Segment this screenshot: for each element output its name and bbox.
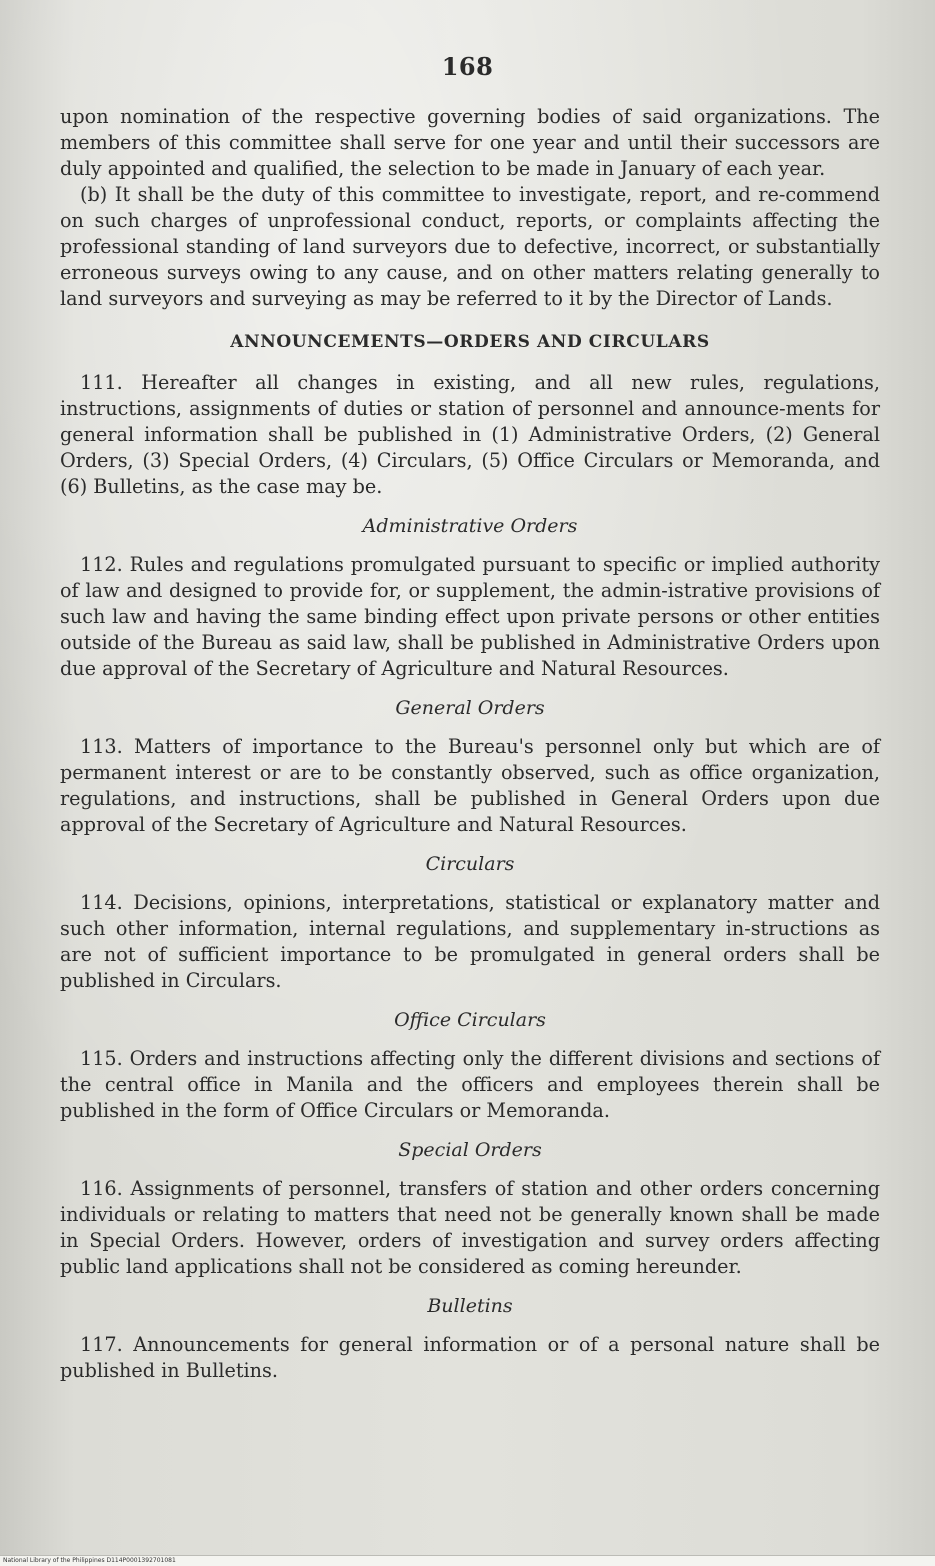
subheading-office-circulars: Office Circulars <box>394 1009 546 1031</box>
paragraph-111: 111. Hereafter all changes in existing, and all new rules, regulations, instructions, assignments of duties or station of personnel and announce-ments for general information shall be published in (1) Administrative Orders, (2) General Orders, (3) Special Orders, (4) Circulars, (5) Office Circulars or Memoranda, and (6) Bulletins, as the case may be. <box>60 371 880 498</box>
section-heading: ANNOUNCEMENTS—ORDERS AND CIRCULARS <box>230 332 710 352</box>
subheading-general-orders: General Orders <box>395 697 545 719</box>
subheading-special-orders: Special Orders <box>398 1139 542 1161</box>
paragraph-114: 114. Decisions, opinions, interpretations, statistical or explanatory matter and such other information, internal regulations, and supplementary in-structions as are not of sufficient importance to be promulgated in general orders shall be published in Circulars. <box>60 891 880 992</box>
subheading-administrative-orders: Administrative Orders <box>362 515 578 537</box>
page-body <box>60 104 880 1384</box>
subheading-bulletins: Bulletins <box>427 1295 513 1317</box>
paragraph-committee-duty: (b) It shall be the duty of this committee to investigate, report, and re-commend on such charges of unprofessional conduct, reports, or complaints affecting the professional standing of land surveyors due to defective, incorrect, or substantially erroneous surveys owing to any cause, and on other matters relating generally to land surveyors and surveying as may be referred to it by the Director of Lands. <box>60 183 880 310</box>
paragraph-117: 117. Announcements for general information or of a personal nature shall be published in Bulletins. <box>60 1333 880 1382</box>
paragraph-113: 113. Matters of importance to the Bureau's personnel only but which are of permanent interest or are to be constantly observed, such as office organization, regulations, and instructions, shall be published in General Orders upon due approval of the Secretary of Agriculture and Natural Resources. <box>60 735 880 836</box>
paragraph-intro-continuation: upon nomination of the respective governing bodies of said organizations. The members of this committee shall serve for one year and until their successors are duly appointed and qualified, the selection to be made in January of each year. <box>60 105 880 180</box>
subheading-circulars: Circulars <box>425 853 515 875</box>
page-number: 168 <box>441 52 494 81</box>
scan-footer-text: National Library of the Philippines D114P0001392701081 <box>3 1557 176 1564</box>
paragraph-115: 115. Orders and instructions affecting only the different divisions and sections of the central office in Manila and the officers and employees therein shall be published in the form of Office Circulars or Memoranda. <box>60 1047 880 1122</box>
scan-footer-strip <box>0 1555 935 1566</box>
paragraph-112: 112. Rules and regulations promulgated pursuant to specific or implied authority of law and designed to provide for, or supplement, the admin-istrative provisions of such law and having the same binding effect upon private persons or other entities outside of the Bureau as said law, shall be published in Administrative Orders upon due approval of the Secretary of Agriculture and Natural Resources. <box>60 553 880 680</box>
paragraph-116: 116. Assignments of personnel, transfers of station and other orders concerning individuals or relating to matters that need not be generally known shall be made in Special Orders. However, orders of investigation and survey orders affecting public land applications shall not be considered as coming hereunder. <box>60 1177 880 1278</box>
